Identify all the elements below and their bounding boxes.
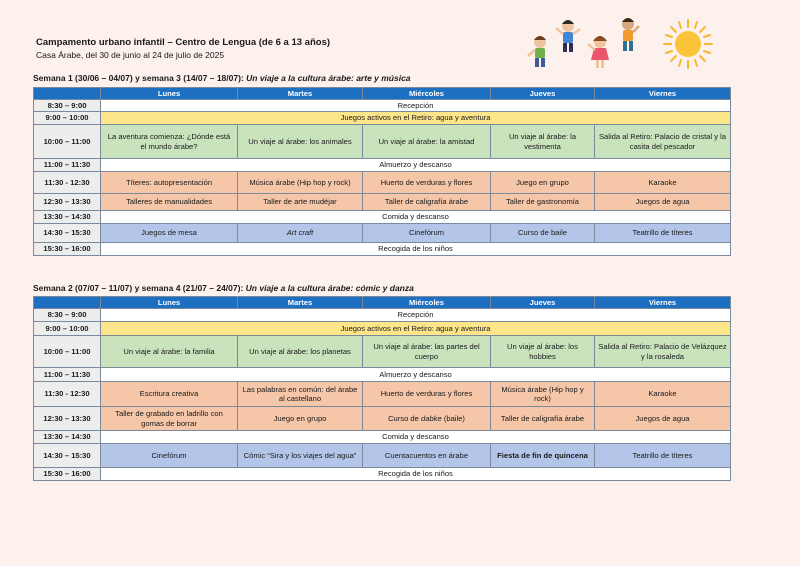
week2-title: [33, 283, 414, 293]
time-cell: 14:30 – 15:30: [34, 444, 101, 468]
time-cell: 8:30 – 9:00: [34, 100, 101, 112]
table-row: [34, 224, 731, 243]
activity-cell: Escritura creativa: [101, 382, 238, 407]
week1-schedule-table: [33, 87, 731, 256]
activity-cell: Juego en grupo: [238, 407, 363, 431]
header-day: Miércoles: [363, 297, 491, 309]
header-day: Jueves: [491, 88, 595, 100]
time-cell: 12:30 – 13:30: [34, 194, 101, 211]
table-row: [34, 194, 731, 211]
header-day: Lunes: [101, 297, 238, 309]
activity-cell: Un viaje al árabe: la amistad: [363, 125, 491, 159]
sun-icon: [662, 18, 714, 70]
page-title: Campamento urbano infantil – Centro de Lengua (de 6 a 13 años): [36, 37, 331, 48]
header-day: Martes: [238, 297, 363, 309]
activity-cell: Un viaje al árabe: los animales: [238, 125, 363, 159]
table-row: [34, 431, 731, 444]
activity-cell: Salida al Retiro: Palacio de Velázquez y la rosaleda: [595, 336, 731, 368]
table-header-row: [34, 88, 731, 100]
time-cell: 8:30 – 9:00: [34, 309, 101, 322]
table-header-row: [34, 297, 731, 309]
activity-cell: Comida y descanso: [101, 211, 731, 224]
activity-cell: Taller de arte mudéjar: [238, 194, 363, 211]
activity-cell: Art craft: [238, 224, 363, 243]
activity-cell: La aventura comienza: ¿Dónde está el mundo árabe?: [101, 125, 238, 159]
activity-cell: Un viaje al árabe: los hobbies: [491, 336, 595, 368]
header-day: Miércoles: [363, 88, 491, 100]
table-row: [34, 309, 731, 322]
activity-cell: Huerto de verduras y flores: [363, 382, 491, 407]
header-day: Lunes: [101, 88, 238, 100]
table-row: [34, 100, 731, 112]
activity-cell: Un viaje al árabe: los planetas: [238, 336, 363, 368]
activity-text-italic: dabke: [421, 413, 442, 423]
activity-cell: Teatrillo de títeres: [595, 444, 731, 468]
week1-title: [33, 73, 411, 83]
week2-schedule-table: [33, 296, 731, 481]
activity-cell: Juegos de agua: [595, 407, 731, 431]
activity-cell: Taller de caligrafía árabe: [491, 407, 595, 431]
activity-cell: Música árabe (Hip hop y rock): [238, 172, 363, 194]
activity-cell: Almuerzo y descanso: [101, 159, 731, 172]
activity-cell: Teatrillo de títeres: [595, 224, 731, 243]
activity-cell: Un viaje al árabe: la vestimenta: [491, 125, 595, 159]
table-row: [34, 172, 731, 194]
table-row: [34, 368, 731, 382]
activity-cell: Cinefórum: [101, 444, 238, 468]
page-subtitle: Casa Árabe, del 30 de junio al 24 de julio de 2025: [36, 50, 225, 60]
table-row: [34, 407, 731, 431]
table-row: [34, 125, 731, 159]
week2-title-theme: Un viaje a la cultura árabe: cómic y danza: [245, 283, 414, 293]
header-day: Martes: [238, 88, 363, 100]
child-3: [588, 36, 609, 68]
time-cell: 11:00 – 11:30: [34, 159, 101, 172]
week1-title-dates: Semana 1 (30/06 – 04/07) y semana 3 (14/07 – 18/07):: [33, 73, 244, 83]
header-day: Viernes: [595, 297, 731, 309]
time-cell: 12:30 – 13:30: [34, 407, 101, 431]
activity-cell: Salida al Retiro: Palacio de cristal y la casita del pescador: [595, 125, 731, 159]
header-corner: [34, 88, 101, 100]
activity-cell: Títeres: autopresentación: [101, 172, 238, 194]
activity-cell: Juegos activos en el Retiro: agua y aventura: [101, 322, 731, 336]
activity-cell: Música árabe (Hip hop y rock): [491, 382, 595, 407]
child-4: [622, 18, 639, 51]
time-cell: 11:30 - 12:30: [34, 172, 101, 194]
activity-cell: Huerto de verduras y flores: [363, 172, 491, 194]
activity-cell: Juegos activos en el Retiro: agua y aventura: [101, 112, 731, 125]
activity-cell: Recogida de los niños: [101, 468, 731, 481]
child-1: [528, 36, 546, 67]
child-2: [556, 20, 580, 52]
activity-cell: Cinefórum: [363, 224, 491, 243]
time-cell: 11:00 – 11:30: [34, 368, 101, 382]
table-row: [34, 468, 731, 481]
activity-cell: Comida y descanso: [101, 431, 731, 444]
activity-cell: Un viaje al árabe: las partes del cuerpo: [363, 336, 491, 368]
children-illustration: [520, 12, 640, 72]
activity-cell: Cómic “Sira y los viajes del agua”: [238, 444, 363, 468]
time-cell: 9:00 – 10:00: [34, 112, 101, 125]
activity-cell: Juegos de agua: [595, 194, 731, 211]
table-row: [34, 336, 731, 368]
header-day: Viernes: [595, 88, 731, 100]
time-cell: 11:30 - 12:30: [34, 382, 101, 407]
table-row: [34, 159, 731, 172]
table-row: [34, 322, 731, 336]
activity-cell: Un viaje al árabe: la familia: [101, 336, 238, 368]
activity-text: Curso de: [388, 413, 421, 423]
table-row: [34, 112, 731, 125]
week1-title-theme: Un viaje a la cultura árabe: arte y música: [246, 73, 411, 83]
activity-cell: Taller de caligrafía árabe: [363, 194, 491, 211]
time-cell: 15:30 – 16:00: [34, 243, 101, 256]
activity-cell: [363, 407, 491, 431]
activity-cell: Talleres de manualidades: [101, 194, 238, 211]
time-cell: 14:30 – 15:30: [34, 224, 101, 243]
header-day: Jueves: [491, 297, 595, 309]
activity-cell: Juego en grupo: [491, 172, 595, 194]
activity-cell: Almuerzo y descanso: [101, 368, 731, 382]
week2-title-dates: Semana 2 (07/07 – 11/07) y semana 4 (21/07 – 24/07):: [33, 283, 244, 293]
activity-cell: Karaoke: [595, 382, 731, 407]
time-cell: 9:00 – 10:00: [34, 322, 101, 336]
activity-cell: Recogida de los niños: [101, 243, 731, 256]
table-row: [34, 382, 731, 407]
table-row: [34, 243, 731, 256]
table-row: [34, 444, 731, 468]
activity-cell: Taller de grabado en ladrillo con gomas de borrar: [101, 407, 238, 431]
activity-cell: Las palabras en común: del árabe al castellano: [238, 382, 363, 407]
activity-cell: Karaoke: [595, 172, 731, 194]
activity-cell: Taller de gastronomía: [491, 194, 595, 211]
time-cell: 15:30 – 16:00: [34, 468, 101, 481]
time-cell: 13:30 – 14:30: [34, 431, 101, 444]
activity-text: (baile): [441, 413, 465, 423]
table-row: [34, 211, 731, 224]
activity-cell: Recepción: [101, 100, 731, 112]
activity-cell: Fiesta de fin de quincena: [491, 444, 595, 468]
activity-cell: Juegos de mesa: [101, 224, 238, 243]
activity-cell: Cuentacuentos en árabe: [363, 444, 491, 468]
time-cell: 10:00 – 11:00: [34, 125, 101, 159]
header-corner: [34, 297, 101, 309]
activity-cell: Curso de baile: [491, 224, 595, 243]
time-cell: 10:00 – 11:00: [34, 336, 101, 368]
time-cell: 13:30 – 14:30: [34, 211, 101, 224]
activity-cell: Recepción: [101, 309, 731, 322]
